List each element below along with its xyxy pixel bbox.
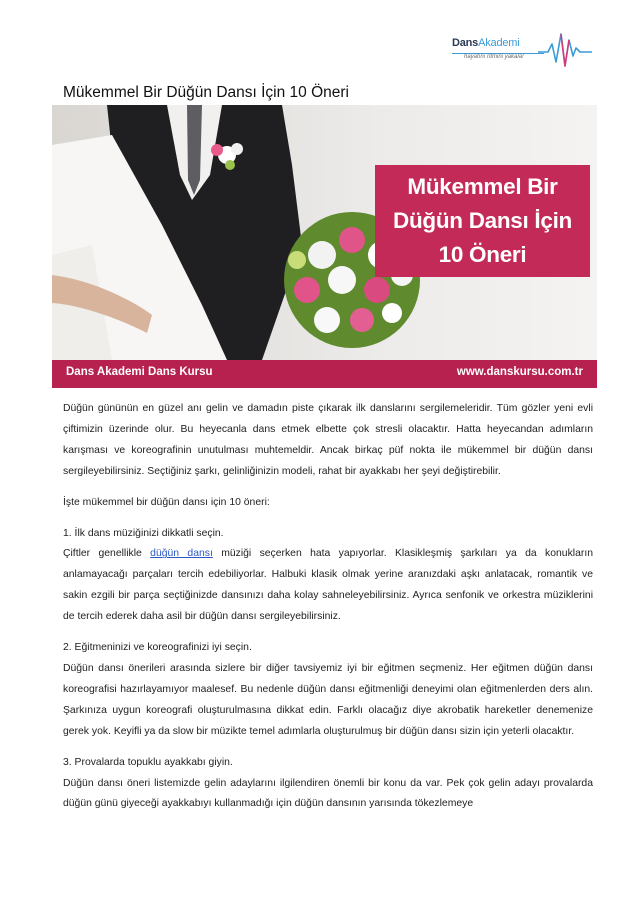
- intro-paragraph: Düğün gününün en güzel anı gelin ve damadın piste çıkarak ilk danslarını sergilemeleridir. Tüm gözler yeni evli çiftimizin üzerinde olur. Bu heyecanla dans etmek elbette çok stresli olacaktır. Hatta heyecandan adımların karışması ve koreografinin unutulması muhtemeldir. Ancak birkaç püf nokta ile mükemmel bir düğün dansı sergileyebilirsiniz. Seçtiğiniz şarkı, gelinliğinizin modeli, rahat bir ayakkabı her şeyi değiştirebilir.: [63, 403, 593, 477]
- banner-footer-bar: [52, 360, 597, 388]
- list-item: [63, 753, 593, 816]
- banner-headline-line: Düğün Dansı İçin: [393, 208, 572, 233]
- item-heading: 3. Provalarda topuklu ayakkabı giyin.: [63, 756, 233, 768]
- item-heading: 2. Eğitmeninizi ve koreografinizi iyi seçin.: [63, 642, 252, 654]
- wedding-dance-link[interactable]: düğün dansı: [150, 548, 213, 560]
- logo-wordmark: DansAkademi: [452, 37, 520, 49]
- banner-headline-line: 10 Öneri: [438, 242, 527, 267]
- banner-headline-box: [375, 165, 590, 277]
- list-intro: İşte mükemmel bir düğün dansı için 10 öneri:: [63, 496, 270, 508]
- item-text: Düğün dansı öneri listemizde gelin adaylarını ilgilendiren önemli bir konu da var. Pek çok gelin adayı provalarda düğün günü giyeceği ayakkabıyı kullanmadığı için düğün dansının yarısında tökezlemeye: [63, 777, 593, 810]
- logo-tagline: hayatını ritmini yakala!: [464, 54, 524, 60]
- banner-headline-line: Mükemmel Bir: [407, 174, 558, 199]
- site-logo[interactable]: [452, 28, 592, 72]
- banner-footer-brand: Dans Akademi Dans Kursu: [66, 366, 213, 378]
- list-item: [63, 524, 593, 629]
- list-item: [63, 638, 593, 743]
- item-text: Çiftler genellikle: [63, 548, 151, 560]
- item-heading: 1. İlk dans müziğinizi dikkatli seçin.: [63, 527, 224, 539]
- page-title: Mükemmel Bir Düğün Dansı İçin 10 Öneri: [63, 84, 350, 101]
- banner-footer-url: www.danskursu.com.tr: [456, 366, 583, 378]
- heartbeat-wave-icon: [538, 28, 592, 68]
- item-text: Düğün dansı önerileri arasında sizlere bir diğer tavsiyemiz iyi bir eğitmen seçmeniz. Her eğitmen düğün dansı koreografisi hazırlayamıyor maalesef. Bu nedenle düğün dansı eğitmenliği deneyimi olan eğitmenlerden ders alın. Şarkınıza uygun koreografi oluşturulmasına dikkat edin. Farklı olacağız diye akrobatik hareketler denemenize gerek yok. Keyifli ya da slow bir müzikte temel adımlarla oluşturulmuş bir düğün dansı sizin için yeterli olacaktır.: [63, 662, 593, 737]
- article-body: [63, 399, 593, 815]
- item-text: müziği seçerken hata yapıyorlar. Klasikleşmiş şarkıları ya da konukların anlamayacağı parçaları tercih edebiliyorlar. Halbuki klasik olmak yerine aranızdaki aşkı anlatacak, romantik ve sakin ezgili bir parça seçtiğinizde dansınızı daha kolay sahneleyebilirsiniz. Ayrıca senfonik ve orkestra müziklerini de tercih ederek daha asil bir düğün dansı sergileyebilirsiniz.: [63, 548, 593, 623]
